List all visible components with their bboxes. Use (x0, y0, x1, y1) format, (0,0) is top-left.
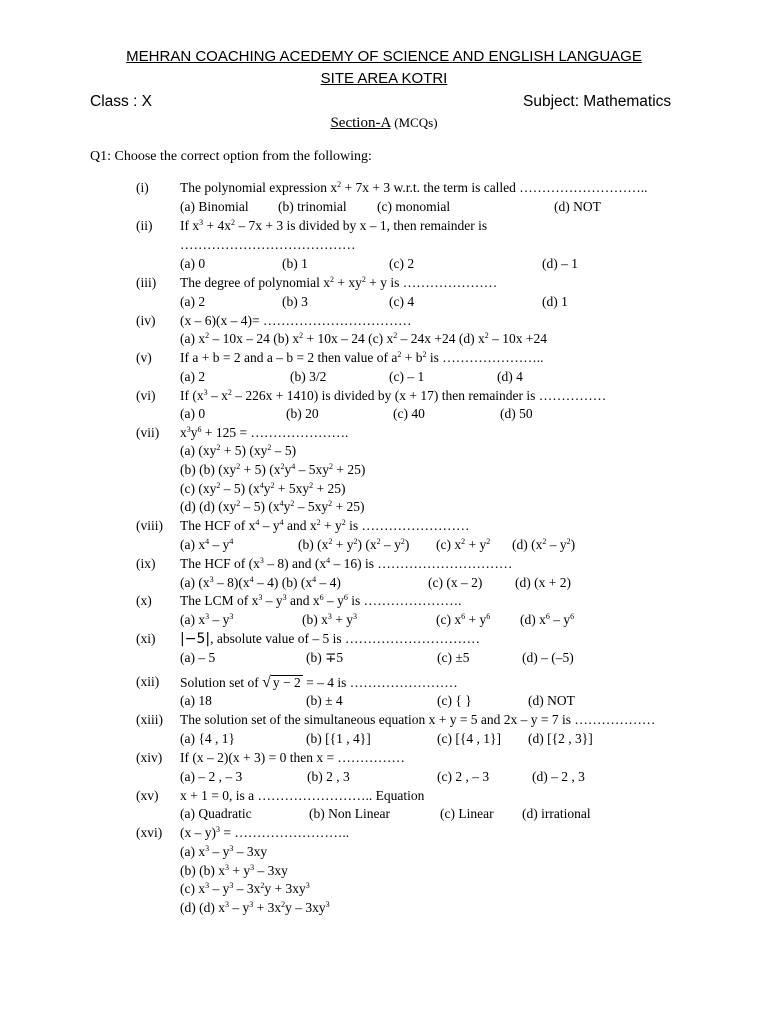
question-number: (x) (136, 593, 152, 608)
option-a: (a) $x^3 - y^3 - 3xy$ (180, 844, 268, 859)
question-number: (vi) (136, 388, 156, 403)
option-b: (b) Non Linear (309, 806, 390, 821)
options-line: (a) $x^2 - 10x - 24$ (b) $x^2 + 10x - 24$ (c) $x^2 - 24x +24$ (d) $x^2 - 10x +24$ (180, 331, 547, 346)
option-c: (c) 2 (389, 256, 415, 271)
option-d: (d) 1 (542, 294, 568, 309)
option-a: (a) 0 (180, 406, 206, 421)
option-b: (b) 3 (282, 294, 308, 309)
question-number: (ii) (136, 218, 153, 233)
option-b: (b) 3/2 (290, 369, 327, 384)
option-b: (b) ± 4 (306, 693, 343, 708)
option-c: (c) 40 (393, 406, 425, 421)
question-number: (xv) (136, 788, 159, 803)
option-d: (d) 4 (497, 369, 523, 384)
option-d: (d) NOT (528, 693, 575, 708)
option-b: (b) 2 , 3 (307, 769, 350, 784)
question-text: $x^3y^6 + 125$ = …………………. (180, 425, 349, 440)
question-text: If $(x^3 - x^2 - 226x + 1410)$ is divided by (x + 17) then remainder is …………… (180, 388, 607, 403)
option-d: (d) – (–5) (522, 650, 574, 665)
option-a: (a) $x^4 - y^4$ (180, 537, 234, 552)
option-d: (d) irrational (522, 806, 591, 821)
instruction: Q1: Choose the correct option from the following: (90, 149, 372, 164)
question-number: (xi) (136, 631, 156, 646)
option-a-b: (a) $(x^3 - 8)(x^4 - 4)$ (b) $(x^4 - 4)$ (180, 575, 341, 590)
option-d: (d) (d) $(xy^2 - 5)$ $(x^4y^2 - 5xy^2 + 25)$ (180, 499, 365, 514)
question-text: x + 1 = 0, is a …………………….. Equation (180, 788, 425, 803)
question-text: The polynomial expression $x^2 + 7x + 3$ w.r.t. the term is called ……………………….. (180, 180, 648, 195)
question-number: (i) (136, 180, 149, 195)
option-b: (b) 1 (282, 256, 308, 271)
question-text: |−5|, absolute value of – 5 is ………………………… (180, 631, 481, 647)
option-d: (d) [{2 , 3}] (528, 731, 593, 746)
question-text: (x – 6)(x – 4)= …………………………… (180, 313, 412, 328)
option-a: (a) 2 (180, 369, 206, 384)
question-text: The HCF of $x^4 - y^4$ and $x^2 + y^2$ is …………………… (180, 518, 470, 533)
option-c: (c) 4 (389, 294, 415, 309)
option-a: (a) – 5 (180, 650, 216, 665)
question-number: (viii) (136, 518, 163, 533)
question-number: (xvi) (136, 825, 163, 840)
institute-location: SITE AREA KOTRI (320, 70, 448, 87)
option-d: (d) NOT (554, 199, 601, 214)
option-c: (c) ±5 (437, 650, 470, 665)
question-number: (iii) (136, 275, 157, 290)
question-text: The LCM of $x^3 - y^3$ and $x^6 - y^6$ is …………………. (180, 593, 462, 608)
section-title: Section-A (MCQs) (330, 115, 438, 131)
option-d: (d) $x^6 - y^6$ (520, 612, 575, 627)
option-b: (b) $(x^2 + y^2)$ $(x^2 - y^2)$ (298, 537, 410, 552)
option-d: (d) (x + 2) (515, 575, 571, 590)
option-c: (c) { } (437, 693, 472, 708)
option-a: (a) 18 (180, 693, 212, 708)
question-number: (iv) (136, 313, 156, 328)
option-a: (a) 2 (180, 294, 206, 309)
option-a: (a) – 2 , – 3 (180, 769, 243, 784)
option-c: (c) 2 , – 3 (437, 769, 490, 784)
option-d: (d) $(x^2 - y^2)$ (512, 537, 576, 552)
option-a: (a) 0 (180, 256, 206, 271)
subject-label: Subject: Mathematics (523, 93, 672, 110)
option-c: (c) – 1 (389, 369, 425, 384)
question-number: (xiii) (136, 712, 163, 727)
option-a: (a) Binomial (180, 199, 249, 214)
option-c: (c) Linear (440, 806, 494, 821)
option-b: (b) [{1 , 4}] (306, 731, 371, 746)
question-blank: ………………………………… (180, 237, 356, 252)
option-b: (b) (b) $(xy^2 + 5)$ $(x^2y^4 - 5xy^2 + 25)$ (180, 462, 366, 477)
option-c: (c) $x^3 - y^3 - 3x^2y + 3xy^3$ (180, 881, 310, 896)
option-b: (b) (b) $x^3 + y^3 - 3xy$ (180, 863, 288, 878)
question-text: The HCF of $(x^3 - 8)$ and $(x^4 - 16)$ is ………………………… (180, 556, 513, 571)
option-c: (c) monomial (377, 199, 451, 214)
option-c: (c) (x – 2) (428, 575, 483, 590)
question-text: Solution set of √ y − 2 = – 4 is …………………… (180, 674, 458, 691)
option-d: (d) – 2 , 3 (532, 769, 585, 784)
option-b: (b) $x^3 + y^3$ (302, 612, 357, 627)
option-c: (c) $x^6 + y^6$ (436, 612, 491, 627)
option-c: (c) $(xy^2 - 5) (x^4y^2 + 5xy^2 + 25)$ (180, 481, 346, 496)
class-label: Class : X (90, 93, 153, 110)
question-number: (xiv) (136, 750, 163, 765)
option-d: (d) 50 (500, 406, 533, 421)
option-d: (d) (d) $x^3 - y^3 + 3x^2y - 3xy^3$ (180, 900, 330, 915)
question-text: If a + b = 2 and a – b = 2 then value of $a^2 + b^2$ is ………………….. (180, 350, 544, 365)
question-number: (v) (136, 350, 152, 365)
option-b: (b) 20 (286, 406, 319, 421)
question-number: (vii) (136, 425, 160, 440)
option-b: (b) ∓5 (306, 650, 344, 665)
option-c: (c) $x^2 + y^2$ (436, 537, 491, 552)
question-text: If $x^3 + 4x^2 - 7x + 3$ is divided by x – 1, then remainder is (180, 218, 488, 233)
option-a: (a) $x^3 - y^3$ (180, 612, 234, 627)
option-a: (a) $(xy^2 + 5)$ $(xy^2 - 5)$ (180, 443, 297, 458)
option-a: (a) {4 , 1} (180, 731, 235, 746)
question-text: If (x – 2)(x + 3) = 0 then x = …………… (180, 750, 405, 765)
option-b: (b) trinomial (278, 199, 347, 214)
option-d: (d) – 1 (542, 256, 578, 271)
option-c: (c) [{4 , 1}] (437, 731, 501, 746)
question-text: The solution set of the simultaneous equation x + y = 5 and 2x – y = 7 is ……………… (180, 712, 656, 727)
question-text: The degree of polynomial $x^2 + xy^2 + y$ is ………………… (180, 275, 498, 290)
option-a: (a) Quadratic (180, 806, 252, 821)
question-number: (ix) (136, 556, 156, 571)
question-text: (x – y)$^3$ = …………………….. (180, 825, 350, 840)
institute-name: MEHRAN COACHING ACEDEMY OF SCIENCE AND ENGLISH LANGUAGE (126, 48, 642, 65)
question-number: (xii) (136, 674, 160, 689)
